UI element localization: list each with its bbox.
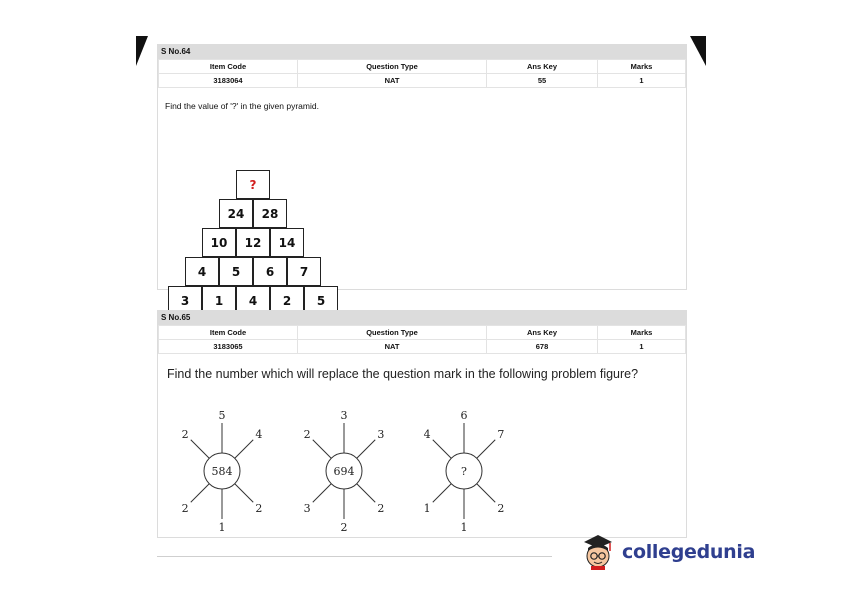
center-number: ? [461,465,467,478]
star-figure [304,409,385,534]
pyramid-cell: 12 [236,228,270,257]
spoke-number: 4 [423,428,431,442]
star-spoke [433,440,451,458]
ans-key-header: Ans Key [487,60,598,74]
spoke-number: 1 [423,501,431,515]
pyramid-cell: 6 [253,257,287,286]
spoke-number: 1 [218,521,226,534]
corner-mark-right [690,36,706,66]
collegedunia-logo[interactable] [580,532,755,572]
sno-label: S No.64 [158,45,686,59]
divider [157,556,552,557]
spoke-number: 2 [377,501,385,515]
marks-header: Marks [598,60,686,74]
spoke-number: 2 [497,501,505,515]
logo-text: collegedunia [622,541,756,563]
pyramid-cell: 2 [270,286,304,315]
sno-label: S No.65 [158,311,686,325]
item-code-value: 3183065 [159,340,298,354]
pyramid-cell: 5 [304,286,338,315]
question-text: Find the number which will replace the question mark in the following problem figure? [167,367,639,381]
star-spoke [313,484,331,502]
question-card-64 [157,44,687,308]
spoke-number: 2 [181,501,189,515]
pyramid-cell: 4 [236,286,270,315]
star-spoke [433,484,451,502]
question-type-value: NAT [298,340,487,354]
marks-value: 1 [598,340,686,354]
question-card-65 [157,310,687,538]
meta-header-row [159,60,686,74]
marks-header: Marks [598,326,686,340]
star-spoke [191,440,209,458]
pyramid-cell: 5 [219,257,253,286]
pyramid-cell: ? [236,170,270,199]
spoke-number: 6 [460,409,468,422]
star-spoke [235,484,253,502]
center-number: 584 [211,465,233,478]
question-type-value: NAT [298,74,487,88]
spoke-number: 2 [303,428,311,442]
meta-value-row [159,74,686,88]
item-code-header: Item Code [159,326,298,340]
center-number: 694 [333,465,355,478]
pyramid-cell: 28 [253,199,287,228]
star-spoke [235,440,253,458]
pyramid-cell: 1 [202,286,236,315]
pyramid-cell: 3 [168,286,202,315]
star-spoke [357,440,375,458]
star-spoke [357,484,375,502]
question-type-header: Question Type [298,326,487,340]
spoke-number: 5 [218,409,226,422]
spoke-number: 3 [303,501,311,515]
question-type-header: Question Type [298,60,487,74]
corner-mark-left [136,36,148,66]
pyramid-cell: 10 [202,228,236,257]
pyramid-cell: 7 [287,257,321,286]
pyramid-cell: 24 [219,199,253,228]
star-spoke [191,484,209,502]
spoke-number: 4 [255,428,263,442]
question-text: Find the value of '?' in the given pyramid. [165,101,319,111]
star-figure [182,409,263,534]
spoke-number: 3 [340,409,348,422]
spoke-number: 2 [255,501,263,515]
ans-key-header: Ans Key [487,326,598,340]
item-code-value: 3183064 [159,74,298,88]
item-code-header: Item Code [159,60,298,74]
star-spoke [313,440,331,458]
ans-key-value: 678 [487,340,598,354]
marks-value: 1 [598,74,686,88]
spoke-number: 1 [460,521,468,534]
spoke-number: 7 [497,428,505,442]
student-mascot-icon [580,532,616,572]
star-spoke [477,440,495,458]
star-figures [158,311,686,537]
ans-key-value: 55 [487,74,598,88]
pyramid-cell: 14 [270,228,304,257]
spoke-number: 3 [377,428,385,442]
star-spoke [477,484,495,502]
spoke-number: 2 [340,521,348,534]
spoke-number: 2 [181,428,189,442]
pyramid-cell: 4 [185,257,219,286]
star-figure [424,409,505,534]
question-meta-table [158,59,686,88]
